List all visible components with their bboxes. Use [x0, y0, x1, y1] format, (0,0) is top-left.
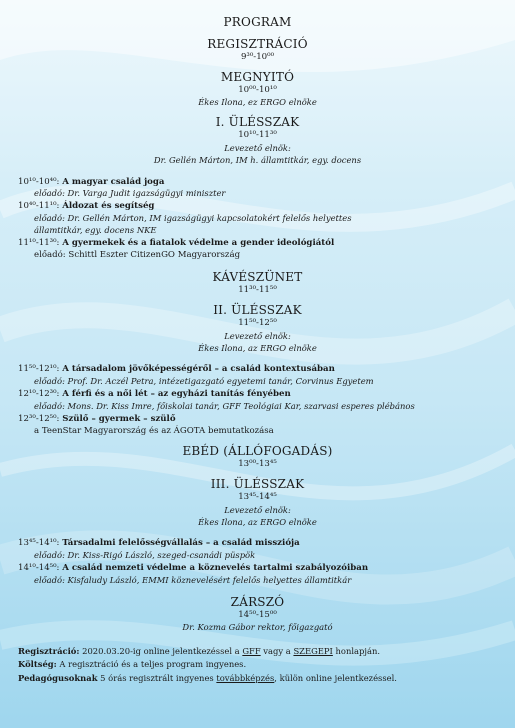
talk-speaker: a TeenStar Magyarország és az ÁGOTA bemutatkozása [34, 426, 274, 436]
talk-5 [18, 389, 498, 400]
talk-time: 12³⁰-12⁵⁰: [18, 414, 60, 424]
talk-title: A gyermekek és a fiatalok védelme a gender ideológiától [62, 238, 335, 248]
gff-link[interactable]: GFF [242, 646, 261, 656]
talk-7 [18, 538, 498, 549]
closing-time: 14⁵⁰-15⁰⁰ [238, 610, 277, 620]
session2-heading: II. ÜLÉSSZAK [213, 303, 302, 317]
opening-heading: MEGNYITÓ [220, 70, 295, 84]
talk-title: A társadalom jövőképességéről – a család kontextusában [62, 364, 335, 374]
cost-text: A regisztráció és a teljes program ingyenes. [56, 659, 247, 670]
training-link[interactable]: továbbképzés [216, 672, 275, 683]
teacher-label: Pedagógusoknak [18, 672, 98, 683]
talk-title: Társadalmi felelősségvállalás – a család missziója [62, 538, 300, 548]
talk-time: 12¹⁰-12³⁰: [18, 389, 60, 399]
talk-time: 14¹⁰-14⁵⁰: [18, 563, 60, 573]
session3-chair-label: Levezető elnök: [224, 505, 291, 515]
szegepi-link[interactable]: SZEGEPI [293, 646, 333, 656]
session3-heading: III. ÜLÉSSZAK [210, 477, 305, 491]
footer-info [18, 645, 498, 685]
talk-speaker: előadó: Mons. Dr. Kiss Imre, főiskolai tanár, GFF Teológiai Kar, szarvasi esperes plébános [34, 401, 415, 411]
talk-title: A férfi és a női lét – az egyházi tanítás fényében [62, 389, 291, 399]
talk-3 [18, 238, 498, 249]
session2-chair: Ékes Ilona, az ERGO elnöke [198, 343, 317, 353]
talk-4 [18, 364, 498, 375]
closing-heading: ZÁRSZÓ [230, 595, 285, 609]
talk-speaker: előadó: Kisfaludy László, EMMI köznevelésért felelős helyettes államtitkár [34, 575, 352, 585]
session2-time: 11⁵⁰-12⁵⁰ [238, 318, 277, 328]
teacher-text-2: , külön online jelentkezéssel. [274, 672, 397, 683]
talk-speaker: előadó: Dr. Varga Judit igazságügyi miniszter [34, 188, 226, 198]
registration-label: Regisztráció: [18, 646, 80, 656]
talk-title: Szülő – gyermek – szülő [62, 414, 176, 424]
talk-time: 10⁴⁰-11¹⁰: [18, 201, 60, 211]
talk-2 [18, 201, 498, 212]
talk-title: Áldozat és segítség [62, 201, 155, 211]
talk-1 [18, 177, 498, 188]
session2-chair-label: Levezető elnök: [224, 331, 291, 341]
break-time: 11³⁰-11⁵⁰ [238, 285, 277, 295]
talk-speaker-cont: államtitkár, egy. docens NKE [34, 225, 157, 235]
cost-label: Költség: [18, 659, 57, 670]
talk-speaker: előadó: Schittl Eszter CitizenGO Magyarország [34, 250, 241, 260]
talk-8 [18, 563, 498, 574]
opening-speaker: Ékes Ilona, ez ERGO elnöke [198, 97, 317, 107]
lunch-heading: EBÉD (ÁLLÓFOGADÁS) [182, 444, 333, 458]
talk-time: 11⁵⁰-12¹⁰: [18, 364, 60, 374]
session1-time: 10¹⁰-11³⁰ [238, 130, 277, 140]
registration-text: 2020.03.20-ig online jelentkezéssel a [79, 646, 243, 656]
talk-title: A magyar család joga [62, 177, 165, 187]
cost-info [18, 658, 498, 671]
program-title: PROGRAM [223, 15, 292, 29]
talk-speaker: előadó: Dr. Kiss-Rigó László, szeged-csanádi püspök [34, 550, 256, 560]
registration-info [18, 645, 498, 658]
break-heading: KÁVÉSZÜNET [212, 270, 303, 284]
session1-heading: I. ÜLÉSSZAK [215, 115, 300, 129]
talk-time: 13⁴⁵-14¹⁰: [18, 538, 60, 548]
registration-time: 9³⁰-10⁰⁰ [240, 52, 275, 62]
session3-chair: Ékes Ilona, az ERGO elnöke [198, 517, 317, 527]
talk-time: 10¹⁰-10⁴⁰: [18, 177, 60, 187]
registration-heading: REGISZTRÁCIÓ [207, 37, 308, 51]
session1-chair-label: Levezető elnök: [224, 143, 291, 153]
talk-time: 11¹⁰-11³⁰: [18, 238, 60, 248]
lunch-time: 13⁰⁰-13⁴⁵ [238, 459, 277, 469]
registration-text-3: honlapján. [332, 646, 381, 656]
talk-title: A család nemzeti védelme a köznevelés tartalmi szabályozóiban [62, 563, 369, 573]
talk-speaker: előadó: Dr. Gellén Márton, IM igazságügyi kapcsolatokért felelős helyettes [34, 213, 352, 223]
closing-speaker: Dr. Kozma Gábor rektor, főigazgató [182, 622, 333, 632]
opening-time: 10⁰⁰-10¹⁰ [238, 85, 277, 95]
registration-text-2: vagy a [260, 646, 294, 656]
teacher-info [18, 672, 498, 685]
teacher-text: 5 órás regisztrált ingyenes [97, 672, 217, 683]
session1-chair: Dr. Gellén Márton, IM h. államtitkár, egy. docens [153, 155, 362, 165]
talk-6 [18, 414, 498, 425]
talk-speaker: előadó: Prof. Dr. Aczél Petra, intézetigazgató egyetemi tanár, Corvinus Egyetem [34, 376, 374, 386]
session3-time: 13⁴⁵-14⁴⁵ [238, 492, 277, 502]
